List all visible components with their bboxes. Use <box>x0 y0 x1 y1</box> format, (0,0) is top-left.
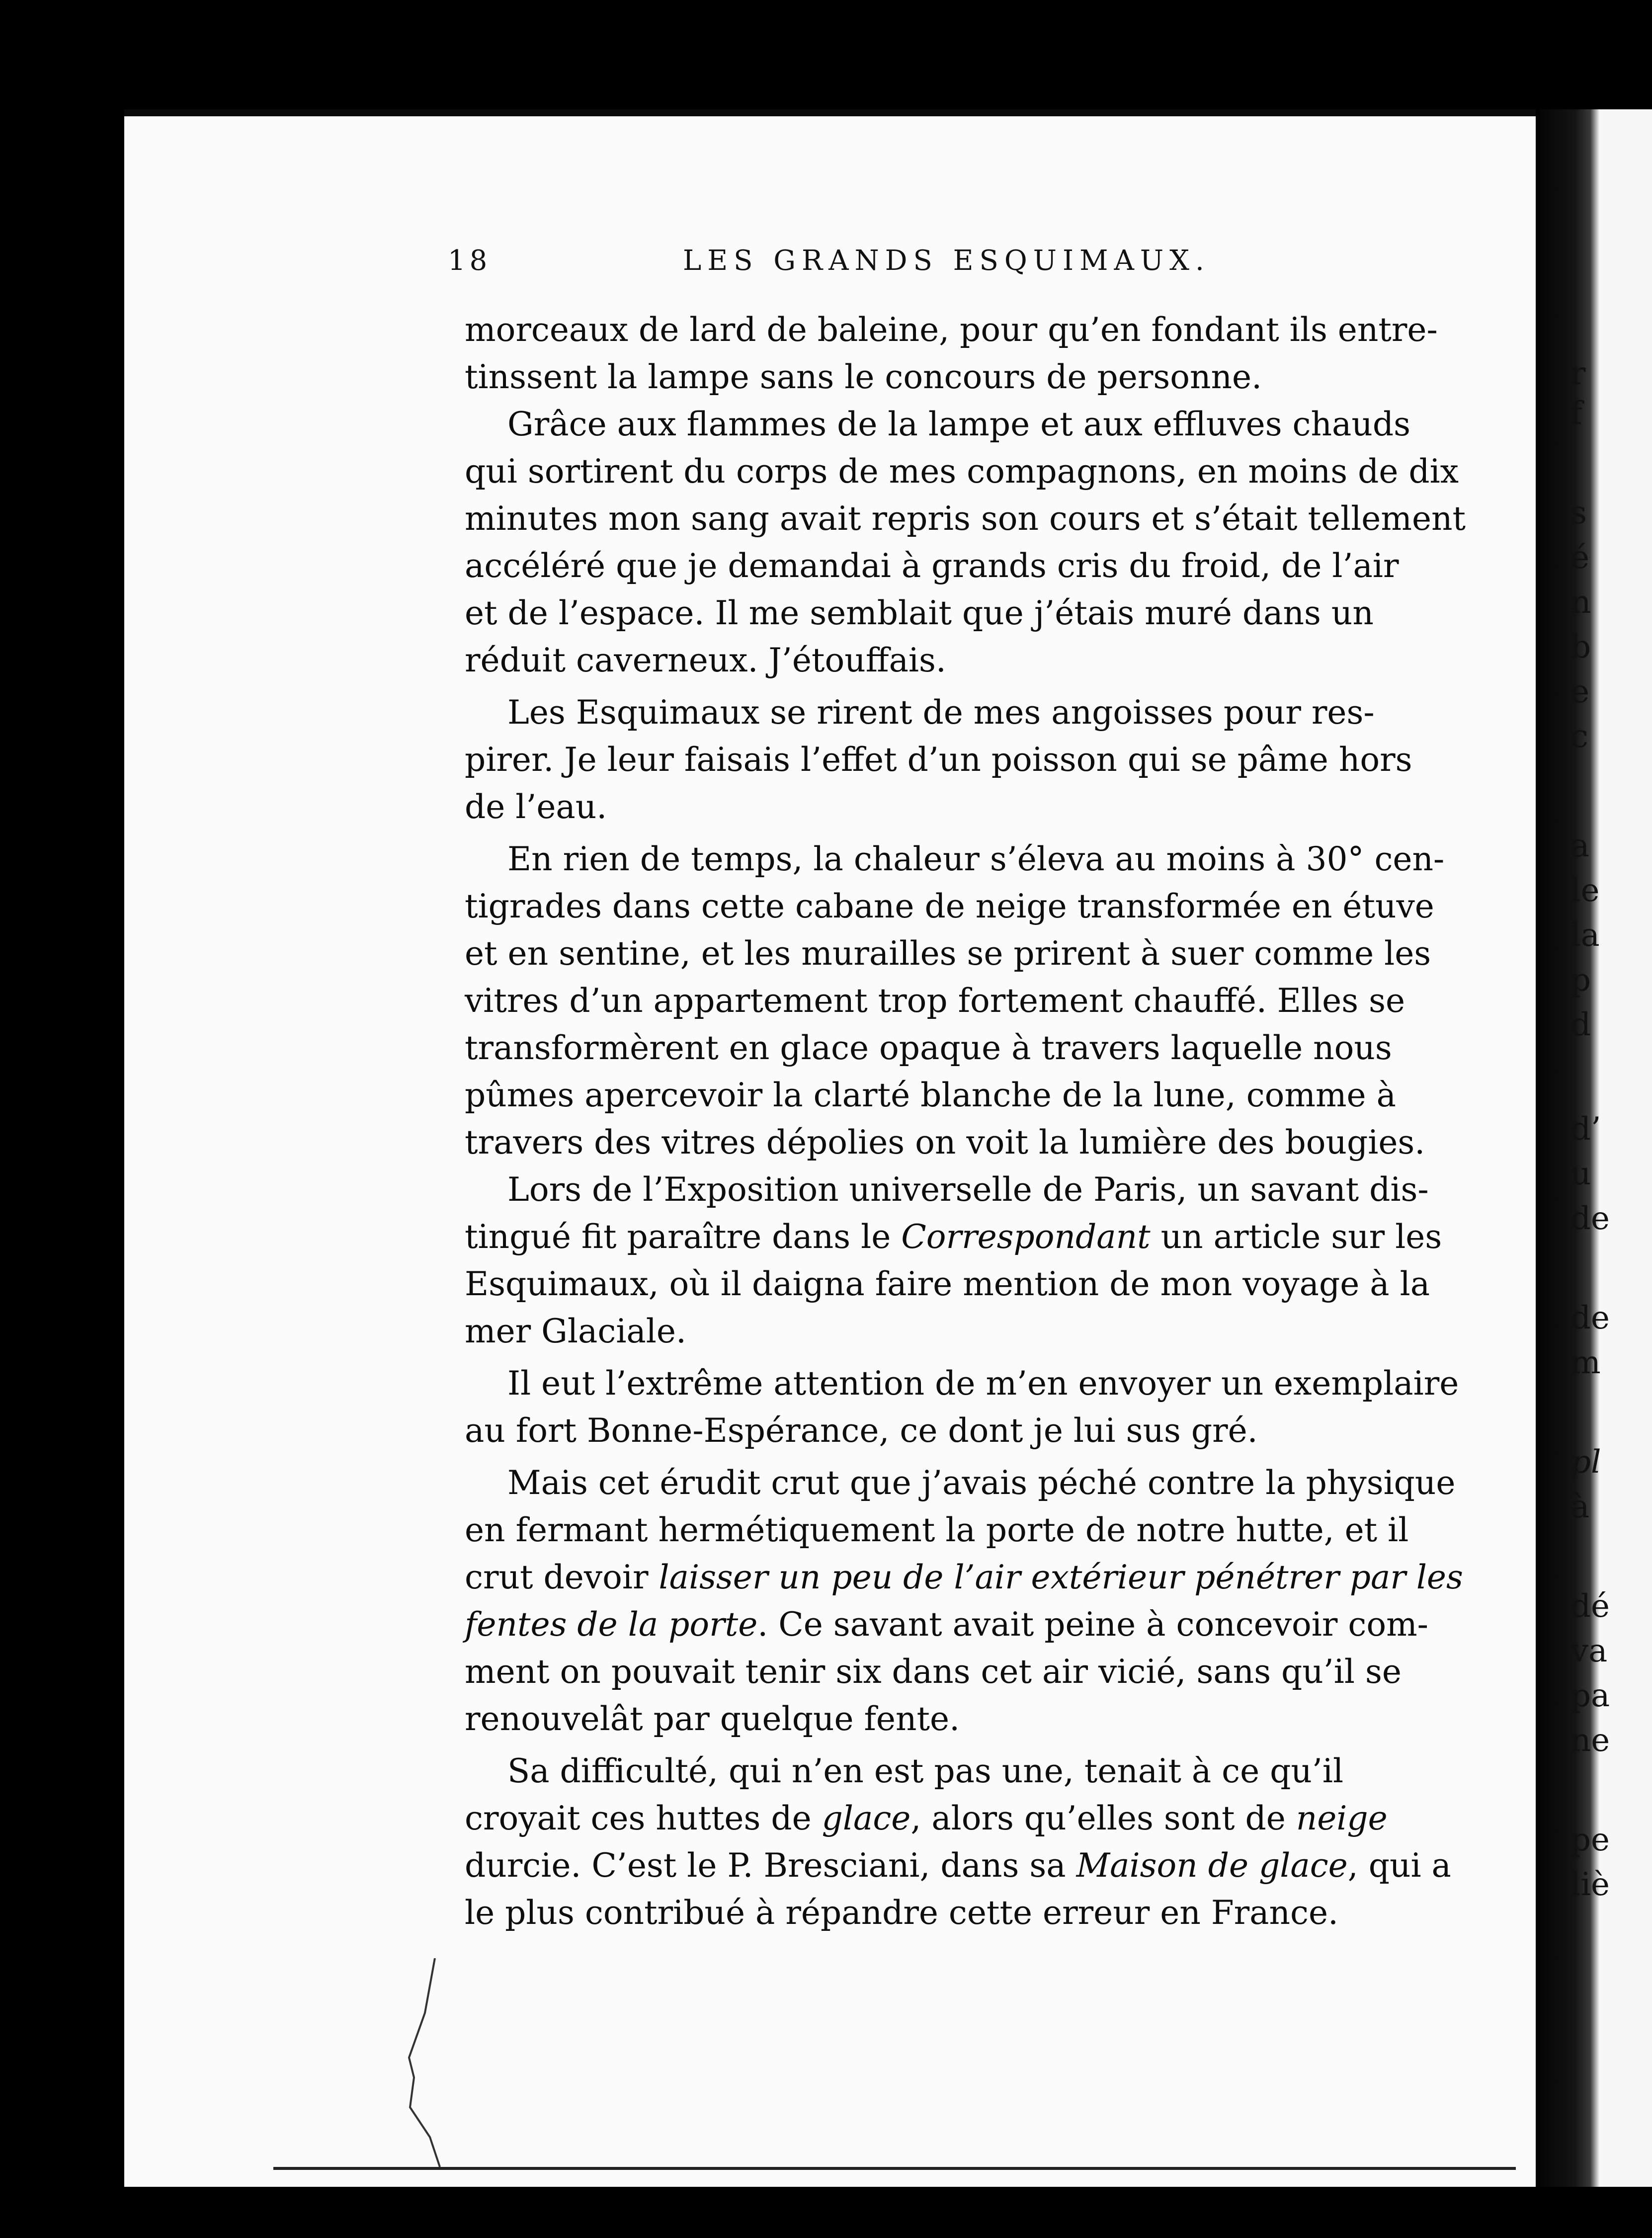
text-line: ment on pouvait tenir six dans cet air vicié, sans qu’il se <box>465 1653 1402 1691</box>
text-line: Grâce aux flammes de la lampe et aux effluves chauds <box>507 405 1410 443</box>
facing-text-fragment: n <box>1570 584 1591 621</box>
page-bottom-rule <box>273 2167 1516 2170</box>
text-line: pirer. Je leur faisais l’effet d’un poisson qui se pâme hors <box>465 741 1412 779</box>
facing-text-fragment: de <box>1570 1300 1610 1336</box>
running-head <box>448 245 1322 284</box>
facing-text-fragment: a <box>1570 828 1590 864</box>
facing-text-fragment: liè <box>1570 1866 1610 1903</box>
facing-text-fragment: s <box>1570 495 1587 531</box>
text-line: et en sentine, et les murailles se prirent à suer comme les <box>465 934 1431 973</box>
text-line: renouvelât par quelque fente. <box>465 1700 960 1738</box>
italic-word: neige <box>1296 1799 1388 1837</box>
facing-text-fragment: m <box>1570 1344 1601 1381</box>
italic-quote: laisser un peu de l’air extérieur pénétrer par les <box>659 1558 1463 1596</box>
paragraph <box>465 1166 1536 1355</box>
text-line: qui sortirent du corps de mes compagnons, en moins de dix <box>465 452 1459 491</box>
facing-text-fragment: pl <box>1570 1444 1601 1481</box>
book-page <box>124 109 1536 2187</box>
text-line: minutes mon sang avait repris son cours et s’était tellement <box>465 499 1466 538</box>
page-top-edge <box>124 109 1536 116</box>
text-line: En rien de temps, la chaleur s’éleva au moins à 30° cen- <box>507 840 1445 878</box>
text-line: le plus contribué à répandre cette erreur en France. <box>465 1894 1339 1932</box>
page-number: 18 <box>448 245 492 277</box>
text-line: tinssent la lampe sans le concours de personne. <box>465 358 1262 396</box>
facing-text-fragment: pa <box>1570 1677 1610 1714</box>
paragraph <box>465 1459 1536 1742</box>
facing-text-fragment: à <box>1570 1489 1590 1525</box>
text-line: Lors de l’Exposition universelle de Paris, un savant dis- <box>507 1170 1429 1209</box>
text-line: travers des vitres dépolies on voit la lumière des bougies. <box>465 1123 1425 1161</box>
body-text <box>465 306 1536 1936</box>
facing-text-fragment: d <box>1570 1006 1591 1043</box>
text-line: mer Glaciale. <box>465 1312 686 1350</box>
text-line: transformèrent en glace opaque à travers laquelle nous <box>465 1029 1392 1067</box>
facing-text-fragment: u <box>1570 1156 1591 1192</box>
facing-text-fragment: r <box>1570 355 1586 392</box>
text-line: en fermant hermétiquement la porte de notre hutte, et il <box>465 1511 1409 1549</box>
paragraph <box>465 1747 1536 1936</box>
text-line: morceaux de lard de baleine, pour qu’en fondant ils entre- <box>465 311 1438 349</box>
facing-text-fragment: é <box>1570 539 1589 576</box>
facing-page-edge <box>1540 109 1652 2187</box>
facing-text-fragment: va <box>1570 1633 1608 1669</box>
paragraph <box>465 1360 1536 1454</box>
facing-text-fragment: le <box>1570 872 1600 909</box>
facing-text-fragment: ne <box>1570 1722 1610 1759</box>
text-line: Il eut l’extrême attention de m’en envoyer un exemplaire <box>507 1364 1459 1403</box>
italic-title: Maison de glace <box>1076 1846 1348 1885</box>
text-line: . Ce savant avait peine à concevoir com- <box>757 1605 1428 1644</box>
facing-text-fragment: d’ <box>1570 1111 1601 1148</box>
text-line: tingué fit paraître dans le <box>465 1218 902 1256</box>
text-line: , qui a <box>1347 1846 1451 1885</box>
running-title: LES GRANDS ESQUIMAUX. <box>683 245 1210 277</box>
text-line: pûmes apercevoir la clarté blanche de la lune, comme à <box>465 1076 1396 1114</box>
facing-text-fragment: f <box>1570 395 1582 432</box>
text-line: et de l’espace. Il me semblait que j’étais muré dans un <box>465 594 1374 632</box>
text-line: au fort Bonne-Espérance, ce dont je lui sus gré. <box>465 1411 1258 1450</box>
text-line: réduit caverneux. J’étouffais. <box>465 641 946 679</box>
paragraph <box>465 401 1536 684</box>
text-line: de l’eau. <box>465 788 607 826</box>
text-line: tigrades dans cette cabane de neige transformée en étuve <box>465 887 1434 925</box>
paragraph <box>465 689 1536 830</box>
facing-text-fragment: p <box>1570 962 1591 998</box>
text-line: Les Esquimaux se rirent de mes angoisses pour res- <box>507 693 1375 732</box>
text-line: Esquimaux, où il daigna faire mention de mon voyage à la <box>465 1265 1430 1303</box>
paragraph <box>465 306 1536 401</box>
italic-word: glace <box>822 1799 911 1837</box>
facing-text-fragment: dé <box>1570 1588 1610 1625</box>
facing-text-fragment: la <box>1570 917 1600 954</box>
facing-text-fragment: pe <box>1570 1822 1610 1858</box>
paragraph <box>465 835 1536 1166</box>
text-line: accéléré que je demandai à grands cris du froid, de l’air <box>465 547 1399 585</box>
text-line: un article sur les <box>1150 1218 1442 1256</box>
text-line: Sa difficulté, qui n’en est pas une, tenait à ce qu’il <box>507 1752 1344 1790</box>
facing-text-fragment: de <box>1570 1200 1610 1237</box>
italic-quote: fentes de la porte <box>465 1605 758 1644</box>
text-line: Mais cet érudit crut que j’avais péché contre la physique <box>507 1464 1456 1502</box>
pencil-bracket-mark <box>405 1958 445 2167</box>
text-line: crut devoir <box>465 1558 659 1596</box>
text-line: croyait ces huttes de <box>465 1799 822 1837</box>
text-line: , alors qu’elles sont de <box>910 1799 1296 1837</box>
facing-text-fragment: b <box>1570 629 1591 665</box>
text-line: durcie. C’est le P. Bresciani, dans sa <box>465 1846 1076 1885</box>
facing-text-fragment: c <box>1570 718 1588 755</box>
text-line: vitres d’un appartement trop fortement chauffé. Elles se <box>465 982 1405 1020</box>
italic-title: Correspondant <box>901 1218 1151 1256</box>
facing-text-fragment: e <box>1570 673 1589 710</box>
